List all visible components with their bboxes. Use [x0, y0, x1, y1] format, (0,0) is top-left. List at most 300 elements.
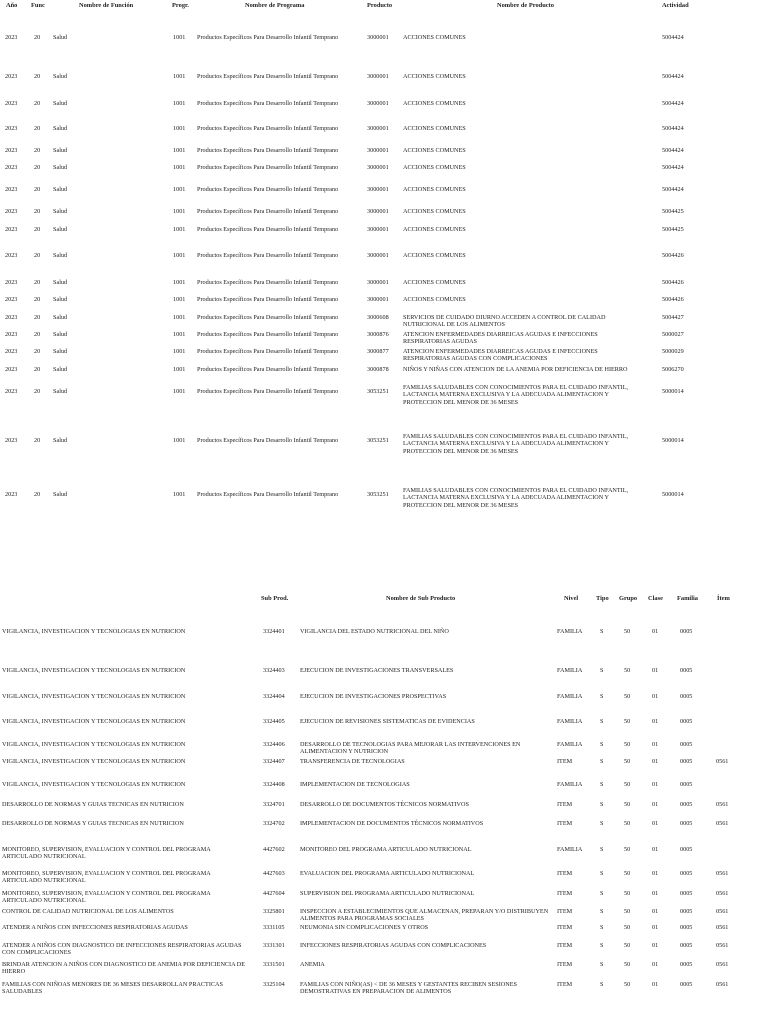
- nombre-funcion-cell: Salud: [53, 34, 68, 41]
- producto-cell: 3000877: [367, 348, 389, 355]
- sub-prod-cell: 3324702: [263, 820, 285, 827]
- nombre-producto-cell: ACCIONES COMUNES: [403, 208, 466, 215]
- familia-cell: 0005: [680, 693, 693, 700]
- nivel-cell: ITEM: [557, 961, 573, 968]
- actividad-cell: 5004425: [662, 208, 684, 215]
- progr-cell: 1001: [173, 491, 186, 498]
- grupo-cell: 50: [624, 718, 631, 725]
- grupo-cell: 50: [624, 870, 631, 877]
- clase-cell: 01: [652, 718, 659, 725]
- nivel-cell: ITEM: [557, 981, 573, 988]
- nombre-funcion-cell: Salud: [53, 164, 68, 171]
- anio-cell: 2023: [5, 279, 18, 286]
- clase-cell: 01: [652, 924, 659, 931]
- descripcion-cell: VIGILANCIA, INVESTIGACION Y TECNOLOGIAS EN NUTRICION: [2, 741, 186, 748]
- descripcion-cell: MONITOREO, SUPERVISION, EVALUACION Y CONTROL DEL PROGRAMA ARTICULADO NUTRICIONAL: [2, 869, 211, 884]
- sub-prod-cell: 3324701: [263, 801, 285, 808]
- item-cell: 0561: [716, 981, 729, 988]
- actividad-cell: 5004424: [662, 147, 684, 154]
- nombre-sub-producto-cell: EJECUCION DE INVESTIGACIONES TRANSVERSALES: [300, 667, 454, 674]
- grupo-cell: 50: [624, 820, 631, 827]
- tipo-cell: S: [600, 741, 604, 748]
- func-cell: 20: [34, 252, 41, 259]
- producto-cell: 3000001: [367, 226, 389, 233]
- familia-cell: 0005: [680, 718, 693, 725]
- descripcion-cell: MONITOREO, SUPERVISION, EVALUACION Y CONTROL DEL PROGRAMA ARTICULADO NUTRICIONAL: [2, 845, 211, 860]
- sub-prod-cell: 3324401: [263, 628, 285, 635]
- familia-cell: 0005: [680, 870, 693, 877]
- descripcion-cell: VIGILANCIA, INVESTIGACION Y TECNOLOGIAS EN NUTRICION: [2, 628, 186, 635]
- clase-cell: 01: [652, 981, 659, 988]
- programa-cell: Productos Específicos Para Desarrollo Infantil Temprano: [197, 186, 339, 193]
- col-actividad-header: Actividad: [662, 2, 689, 9]
- actividad-cell: 5004426: [662, 279, 684, 286]
- sub-prod-cell: 3324405: [263, 718, 285, 725]
- actividad-cell: 5000014: [662, 388, 684, 395]
- programa-cell: Productos Específicos Para Desarrollo Infantil Temprano: [197, 279, 339, 286]
- func-cell: 20: [34, 348, 41, 355]
- clase-cell: 01: [652, 667, 659, 674]
- tipo-cell: S: [600, 667, 604, 674]
- grupo-cell: 50: [624, 667, 631, 674]
- func-cell: 20: [34, 296, 41, 303]
- func-cell: 20: [34, 314, 41, 321]
- tipo-cell: S: [600, 801, 604, 808]
- tipo-cell: S: [600, 820, 604, 827]
- producto-cell: 3053251: [367, 388, 389, 395]
- familia-cell: 0005: [680, 667, 693, 674]
- nombre-sub-producto-cell: ANEMIA: [300, 961, 325, 968]
- sub-prod-cell: 3324406: [263, 741, 285, 748]
- producto-cell: 3000001: [367, 34, 389, 41]
- nombre-funcion-cell: Salud: [53, 491, 68, 498]
- descripcion-cell: VIGILANCIA, INVESTIGACION Y TECNOLOGIAS EN NUTRICION: [2, 718, 186, 725]
- grupo-cell: 50: [624, 981, 631, 988]
- familia-cell: 0005: [680, 846, 693, 853]
- producto-cell: 3000001: [367, 252, 389, 259]
- producto-cell: 3000001: [367, 125, 389, 132]
- anio-cell: 2023: [5, 296, 18, 303]
- actividad-cell: 5000029: [662, 348, 684, 355]
- grupo-cell: 50: [624, 890, 631, 897]
- actividad-cell: 5006270: [662, 366, 684, 373]
- producto-cell: 3000001: [367, 147, 389, 154]
- col-grupo-header: Grupo: [619, 595, 638, 602]
- anio-cell: 2023: [5, 147, 18, 154]
- producto-cell: 3000001: [367, 296, 389, 303]
- actividad-cell: 5004426: [662, 296, 684, 303]
- progr-cell: 1001: [173, 208, 186, 215]
- descripcion-cell: MONITOREO, SUPERVISION, EVALUACION Y CONTROL DEL PROGRAMA ARTICULADO NUTRICIONAL: [2, 889, 211, 904]
- tipo-cell: S: [600, 870, 604, 877]
- nombre-sub-producto-cell: NEUMONIA SIN COMPLICACIONES Y OTROS: [300, 924, 429, 931]
- anio-cell: 2023: [5, 186, 18, 193]
- nombre-producto-cell: NIÑOS Y NIÑAS CON ATENCION DE LA ANEMIA POR DEFICIENCIA DE HIERRO: [403, 366, 628, 373]
- col-tipo-header: Tipo: [596, 595, 609, 602]
- anio-cell: 2023: [5, 226, 18, 233]
- clase-cell: 01: [652, 961, 659, 968]
- nombre-sub-producto-cell: VIGILANCIA DEL ESTADO NUTRICIONAL DEL NIÑO: [300, 628, 449, 635]
- grupo-cell: 50: [624, 908, 631, 915]
- tipo-cell: S: [600, 628, 604, 635]
- clase-cell: 01: [652, 870, 659, 877]
- nombre-producto-cell: ACCIONES COMUNES: [403, 147, 466, 154]
- nivel-cell: ITEM: [557, 924, 573, 931]
- nombre-funcion-cell: Salud: [53, 279, 68, 286]
- nombre-producto-cell: ACCIONES COMUNES: [403, 252, 466, 259]
- sub-prod-cell: 3331501: [263, 961, 285, 968]
- nombre-sub-producto-cell: INFECCIONES RESPIRATORIAS AGUDAS CON COMPLICACIONES: [300, 942, 487, 949]
- grupo-cell: 50: [624, 758, 631, 765]
- item-cell: 0561: [716, 870, 729, 877]
- actividad-cell: 5000014: [662, 437, 684, 444]
- col-producto-header: Producto: [367, 2, 393, 9]
- func-cell: 20: [34, 34, 41, 41]
- programa-cell: Productos Específicos Para Desarrollo Infantil Temprano: [197, 437, 339, 444]
- clase-cell: 01: [652, 820, 659, 827]
- programa-cell: Productos Específicos Para Desarrollo Infantil Temprano: [197, 296, 339, 303]
- anio-cell: 2023: [5, 252, 18, 259]
- progr-cell: 1001: [173, 366, 186, 373]
- nombre-sub-producto-cell: EJECUCION DE INVESTIGACIONES PROSPECTIVAS: [300, 693, 447, 700]
- clase-cell: 01: [652, 781, 659, 788]
- nivel-cell: ITEM: [557, 758, 573, 765]
- grupo-cell: 50: [624, 741, 631, 748]
- func-cell: 20: [34, 147, 41, 154]
- progr-cell: 1001: [173, 314, 186, 321]
- programa-cell: Productos Específicos Para Desarrollo Infantil Temprano: [197, 100, 339, 107]
- familia-cell: 0005: [680, 801, 693, 808]
- nombre-sub-producto-cell: SUPERVISION DEL PROGRAMA ARTICULADO NUTRICIONAL: [300, 890, 475, 897]
- tipo-cell: S: [600, 693, 604, 700]
- descripcion-cell: ATENDER A NIÑOS CON DIAGNOSTICO DE INFECCIONES RESPIRATORIAS AGUDAS CON COMPLICACIONES: [2, 941, 242, 956]
- programa-cell: Productos Específicos Para Desarrollo Infantil Temprano: [197, 125, 339, 132]
- sub-prod-cell: 4427602: [263, 846, 285, 853]
- grupo-cell: 50: [624, 924, 631, 931]
- familia-cell: 0005: [680, 981, 693, 988]
- col-familia-header: Familia: [677, 595, 698, 602]
- tipo-cell: S: [600, 781, 604, 788]
- anio-cell: 2023: [5, 208, 18, 215]
- programa-cell: Productos Específicos Para Desarrollo Infantil Temprano: [197, 491, 339, 498]
- producto-cell: 3053251: [367, 491, 389, 498]
- nombre-sub-producto-cell: TRANSFERENCIA DE TECNOLOGIAS: [300, 758, 405, 765]
- producto-cell: 3000001: [367, 164, 389, 171]
- familia-cell: 0005: [680, 820, 693, 827]
- nombre-producto-cell: ACCIONES COMUNES: [403, 34, 466, 41]
- tipo-cell: S: [600, 846, 604, 853]
- nombre-funcion-cell: Salud: [53, 73, 68, 80]
- nivel-cell: ITEM: [557, 820, 573, 827]
- actividad-cell: 5004424: [662, 186, 684, 193]
- familia-cell: 0005: [680, 908, 693, 915]
- nivel-cell: FAMILIA: [557, 718, 583, 725]
- anio-cell: 2023: [5, 164, 18, 171]
- clase-cell: 01: [652, 942, 659, 949]
- nombre-sub-producto-cell: DESARROLLO DE TECNOLOGIAS PARA MEJORAR LAS INTERVENCIONES EN ALIMENTACION Y NUTRICION: [300, 740, 521, 755]
- actividad-cell: 5004424: [662, 34, 684, 41]
- item-cell: 0561: [716, 801, 729, 808]
- clase-cell: 01: [652, 693, 659, 700]
- item-cell: 0561: [716, 908, 729, 915]
- actividad-cell: 5004424: [662, 73, 684, 80]
- actividad-cell: 5004427: [662, 314, 684, 321]
- nombre-sub-producto-cell: DESARROLLO DE DOCUMENTOS TÉCNICOS NORMATIVOS: [300, 801, 469, 808]
- descripcion-cell: VIGILANCIA, INVESTIGACION Y TECNOLOGIAS EN NUTRICION: [2, 781, 186, 788]
- descripcion-cell: CONTROL DE CALIDAD NUTRICIONAL DE LOS ALIMENTOS: [2, 908, 174, 915]
- clase-cell: 01: [652, 628, 659, 635]
- nombre-producto-cell: FAMILIAS SALUDABLES CON CONOCIMIENTOS PARA EL CUIDADO INFANTIL, LACTANCIA MATERNA EXCLUSIVA Y LA ADECUADA ALIMENTACION Y PROTECCION DEL MENOR DE 36 MESES: [403, 487, 629, 509]
- descripcion-cell: FAMILIAS CON NIÑOAS MENORES DE 36 MESES DESARROLLAN PRACTICAS SALUDABLES: [2, 980, 223, 995]
- anio-cell: 2023: [5, 73, 18, 80]
- progr-cell: 1001: [173, 34, 186, 41]
- col-progr-header: Progr.: [172, 2, 189, 9]
- clase-cell: 01: [652, 741, 659, 748]
- familia-cell: 0005: [680, 924, 693, 931]
- programa-cell: Productos Específicos Para Desarrollo Infantil Temprano: [197, 252, 339, 259]
- descripcion-cell: VIGILANCIA, INVESTIGACION Y TECNOLOGIAS EN NUTRICION: [2, 667, 186, 674]
- progr-cell: 1001: [173, 388, 186, 395]
- descripcion-cell: ATENDER A NIÑOS CON INFECCIONES RESPIRATORIAS AGUDAS: [2, 924, 188, 931]
- nombre-producto-cell: ATENCION ENFERMEDADES DIARREICAS AGUDAS E INFECCIONES RESPIRATORIAS AGUDAS: [403, 330, 598, 345]
- func-cell: 20: [34, 125, 41, 132]
- nivel-cell: ITEM: [557, 870, 573, 877]
- nombre-sub-producto-cell: IMPLEMENTACION DE TECNOLOGIAS: [300, 781, 410, 788]
- func-cell: 20: [34, 279, 41, 286]
- func-cell: 20: [34, 366, 41, 373]
- func-cell: 20: [34, 491, 41, 498]
- nivel-cell: ITEM: [557, 908, 573, 915]
- nombre-producto-cell: ATENCION ENFERMEDADES DIARREICAS AGUDAS E INFECCIONES RESPIRATORIAS AGUDAS CON COMPLICACIONES: [403, 347, 598, 362]
- tipo-cell: S: [600, 981, 604, 988]
- tipo-cell: S: [600, 758, 604, 765]
- progr-cell: 1001: [173, 279, 186, 286]
- descripcion-cell: VIGILANCIA, INVESTIGACION Y TECNOLOGIAS EN NUTRICION: [2, 693, 186, 700]
- producto-cell: 3000878: [367, 366, 389, 373]
- producto-cell: 3000001: [367, 279, 389, 286]
- nombre-funcion-cell: Salud: [53, 348, 68, 355]
- programa-cell: Productos Específicos Para Desarrollo Infantil Temprano: [197, 331, 339, 338]
- nombre-producto-cell: ACCIONES COMUNES: [403, 125, 466, 132]
- nivel-cell: FAMILIA: [557, 628, 583, 635]
- sub-prod-cell: 3324408: [263, 781, 285, 788]
- programa-cell: Productos Específicos Para Desarrollo Infantil Temprano: [197, 147, 339, 154]
- col-nombre-funcion-header: Nombre de Función: [79, 2, 134, 9]
- descripcion-cell: BRINDAR ATENCION A NIÑOS CON DIAGNOSTICO DE ANEMIA POR DEFICIENCIA DE HIERRO: [2, 960, 246, 975]
- tipo-cell: S: [600, 718, 604, 725]
- item-cell: 0561: [716, 890, 729, 897]
- nombre-funcion-cell: Salud: [53, 331, 68, 338]
- progr-cell: 1001: [173, 348, 186, 355]
- programa-cell: Productos Específicos Para Desarrollo Infantil Temprano: [197, 34, 339, 41]
- anio-cell: 2023: [5, 491, 18, 498]
- sub-prod-cell: 3324403: [263, 667, 285, 674]
- progr-cell: 1001: [173, 296, 186, 303]
- anio-cell: 2023: [5, 100, 18, 107]
- nombre-producto-cell: SERVICIOS DE CUIDADO DIURNO ACCEDEN A CONTROL DE CALIDAD NUTRICIONAL DE LOS ALIMENTOS: [403, 313, 606, 328]
- nombre-funcion-cell: Salud: [53, 186, 68, 193]
- descripcion-cell: DESARROLLO DE NORMAS Y GUIAS TECNICAS EN NUTRICION: [2, 820, 184, 827]
- col-nombre-programa-header: Nombre de Programa: [245, 2, 305, 9]
- progr-cell: 1001: [173, 125, 186, 132]
- nombre-funcion-cell: Salud: [53, 252, 68, 259]
- nombre-funcion-cell: Salud: [53, 366, 68, 373]
- nombre-producto-cell: FAMILIAS SALUDABLES CON CONOCIMIENTOS PARA EL CUIDADO INFANTIL, LACTANCIA MATERNA EXCLUSIVA Y LA ADECUADA ALIMENTACION Y PROTECCION DEL MENOR DE 36 MESES: [403, 433, 629, 455]
- actividad-cell: 5000014: [662, 491, 684, 498]
- familia-cell: 0005: [680, 890, 693, 897]
- nombre-funcion-cell: Salud: [53, 296, 68, 303]
- clase-cell: 01: [652, 846, 659, 853]
- nombre-producto-cell: ACCIONES COMUNES: [403, 73, 466, 80]
- nivel-cell: ITEM: [557, 942, 573, 949]
- progr-cell: 1001: [173, 252, 186, 259]
- progr-cell: 1001: [173, 100, 186, 107]
- tipo-cell: S: [600, 961, 604, 968]
- nombre-funcion-cell: Salud: [53, 388, 68, 395]
- sub-prod-cell: 3331105: [263, 924, 285, 931]
- familia-cell: 0005: [680, 741, 693, 748]
- nombre-funcion-cell: Salud: [53, 147, 68, 154]
- nivel-cell: FAMILIA: [557, 667, 583, 674]
- col-nombre-producto-header: Nombre de Producto: [497, 2, 554, 9]
- actividad-cell: 5004424: [662, 125, 684, 132]
- programa-cell: Productos Específicos Para Desarrollo Infantil Temprano: [197, 208, 339, 215]
- sub-prod-cell: 3325801: [263, 908, 285, 915]
- nombre-sub-producto-cell: EVALUACION DEL PROGRAMA ARTICULADO NUTRICIONAL: [300, 870, 475, 877]
- nombre-producto-cell: ACCIONES COMUNES: [403, 164, 466, 171]
- anio-cell: 2023: [5, 34, 18, 41]
- func-cell: 20: [34, 226, 41, 233]
- producto-cell: 3000001: [367, 186, 389, 193]
- anio-cell: 2023: [5, 437, 18, 444]
- nombre-producto-cell: ACCIONES COMUNES: [403, 100, 466, 107]
- tipo-cell: S: [600, 942, 604, 949]
- programa-cell: Productos Específicos Para Desarrollo Infantil Temprano: [197, 388, 339, 395]
- progr-cell: 1001: [173, 437, 186, 444]
- func-cell: 20: [34, 100, 41, 107]
- nombre-sub-producto-cell: INSPECCION A ESTABLECIMIENTOS QUE ALMACENAN, PREPARAN Y/O DISTRIBUYEN ALIMENTOS PARA PROGRAMAS SOCIALES: [300, 907, 549, 922]
- producto-cell: 3000001: [367, 73, 389, 80]
- nombre-funcion-cell: Salud: [53, 437, 68, 444]
- familia-cell: 0005: [680, 628, 693, 635]
- descripcion-cell: DESARROLLO DE NORMAS Y GUIAS TECNICAS EN NUTRICION: [2, 801, 184, 808]
- programa-cell: Productos Específicos Para Desarrollo Infantil Temprano: [197, 73, 339, 80]
- col-func-header: Func: [31, 2, 45, 9]
- nivel-cell: ITEM: [557, 890, 573, 897]
- nombre-sub-producto-cell: MONITOREO DEL PROGRAMA ARTICULADO NUTRICIONAL: [300, 846, 472, 853]
- sub-prod-cell: 3324404: [263, 693, 285, 700]
- sub-prod-cell: 3331301: [263, 942, 285, 949]
- col-item-header: Ítem: [717, 595, 730, 602]
- familia-cell: 0005: [680, 781, 693, 788]
- nombre-funcion-cell: Salud: [53, 314, 68, 321]
- nombre-funcion-cell: Salud: [53, 100, 68, 107]
- familia-cell: 0005: [680, 942, 693, 949]
- anio-cell: 2023: [5, 125, 18, 132]
- nivel-cell: FAMILIA: [557, 693, 583, 700]
- nombre-sub-producto-cell: IMPLEMENTACION DE DOCUMENTOS TÉCNICOS NORMATIVOS: [300, 820, 484, 827]
- producto-cell: 3000876: [367, 331, 389, 338]
- col-nombre-sub-producto-header: Nombre de Sub Producto: [386, 595, 456, 602]
- clase-cell: 01: [652, 890, 659, 897]
- producto-cell: 3000608: [367, 314, 389, 321]
- col-anio-header: Año: [6, 2, 18, 9]
- programa-cell: Productos Específicos Para Desarrollo Infantil Temprano: [197, 226, 339, 233]
- tipo-cell: S: [600, 890, 604, 897]
- clase-cell: 01: [652, 758, 659, 765]
- progr-cell: 1001: [173, 331, 186, 338]
- grupo-cell: 50: [624, 846, 631, 853]
- sub-prod-cell: 3324407: [263, 758, 285, 765]
- item-cell: 0561: [716, 924, 729, 931]
- anio-cell: 2023: [5, 331, 18, 338]
- nombre-producto-cell: FAMILIAS SALUDABLES CON CONOCIMIENTOS PARA EL CUIDADO INFANTIL, LACTANCIA MATERNA EXCLUSIVA Y LA ADECUADA ALIMENTACION Y PROTECCION DEL MENOR DE 36 MESES: [403, 384, 629, 406]
- actividad-cell: 5004424: [662, 100, 684, 107]
- func-cell: 20: [34, 388, 41, 395]
- nombre-funcion-cell: Salud: [53, 125, 68, 132]
- progr-cell: 1001: [173, 73, 186, 80]
- sub-prod-cell: 3325104: [263, 981, 285, 988]
- nombre-sub-producto-cell: EJECUCION DE REVISIONES SISTEMATICAS DE EVIDENCIAS: [300, 718, 475, 725]
- col-clase-header: Clase: [648, 595, 663, 602]
- item-cell: 0561: [716, 820, 729, 827]
- programa-cell: Productos Específicos Para Desarrollo Infantil Temprano: [197, 348, 339, 355]
- nombre-sub-producto-cell: FAMILIAS CON NIÑO(AS) < DE 36 MESES Y GESTANTES RECIBEN SESIONES DEMOSTRATIVAS EN PREPARACION DE ALIMENTOS: [300, 980, 517, 995]
- progr-cell: 1001: [173, 186, 186, 193]
- nombre-funcion-cell: Salud: [53, 226, 68, 233]
- item-cell: 0561: [716, 942, 729, 949]
- nombre-funcion-cell: Salud: [53, 208, 68, 215]
- func-cell: 20: [34, 164, 41, 171]
- familia-cell: 0005: [680, 961, 693, 968]
- actividad-cell: 5004425: [662, 226, 684, 233]
- actividad-cell: 5000027: [662, 331, 684, 338]
- item-cell: 0561: [716, 758, 729, 765]
- grupo-cell: 50: [624, 628, 631, 635]
- producto-cell: 3053251: [367, 437, 389, 444]
- clase-cell: 01: [652, 801, 659, 808]
- nombre-producto-cell: ACCIONES COMUNES: [403, 296, 466, 303]
- grupo-cell: 50: [624, 693, 631, 700]
- programa-cell: Productos Específicos Para Desarrollo Infantil Temprano: [197, 314, 339, 321]
- nivel-cell: FAMILIA: [557, 741, 583, 748]
- progr-cell: 1001: [173, 147, 186, 154]
- anio-cell: 2023: [5, 366, 18, 373]
- func-cell: 20: [34, 73, 41, 80]
- nivel-cell: ITEM: [557, 801, 573, 808]
- producto-cell: 3000001: [367, 208, 389, 215]
- grupo-cell: 50: [624, 781, 631, 788]
- nombre-producto-cell: ACCIONES COMUNES: [403, 186, 466, 193]
- descripcion-cell: VIGILANCIA, INVESTIGACION Y TECNOLOGIAS EN NUTRICION: [2, 758, 186, 765]
- sub-prod-cell: 4427603: [263, 870, 285, 877]
- tipo-cell: S: [600, 908, 604, 915]
- func-cell: 20: [34, 331, 41, 338]
- progr-cell: 1001: [173, 164, 186, 171]
- clase-cell: 01: [652, 908, 659, 915]
- progr-cell: 1001: [173, 226, 186, 233]
- anio-cell: 2023: [5, 348, 18, 355]
- tipo-cell: S: [600, 924, 604, 931]
- grupo-cell: 50: [624, 801, 631, 808]
- producto-cell: 3000001: [367, 100, 389, 107]
- col-nivel-header: Nivel: [564, 595, 579, 602]
- sub-prod-cell: 4427604: [263, 890, 285, 897]
- programa-cell: Productos Específicos Para Desarrollo Infantil Temprano: [197, 366, 339, 373]
- nivel-cell: FAMILIA: [557, 781, 583, 788]
- programa-cell: Productos Específicos Para Desarrollo Infantil Temprano: [197, 164, 339, 171]
- func-cell: 20: [34, 186, 41, 193]
